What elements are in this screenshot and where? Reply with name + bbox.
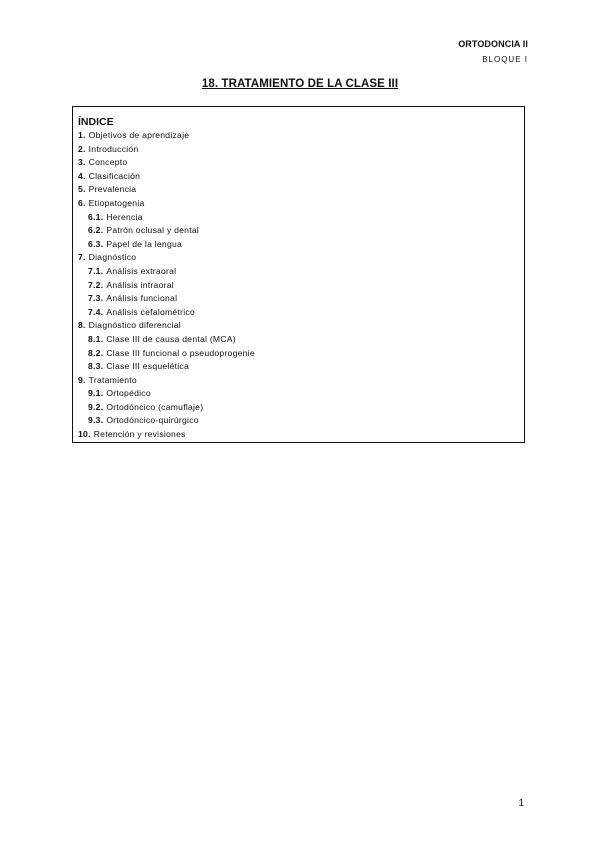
index-item-text: Prevalencia — [88, 184, 137, 195]
index-item-number: 9. — [78, 374, 86, 385]
index-item-number: 3. — [78, 157, 86, 168]
index-item — [78, 387, 524, 401]
index-item-text: Objetivos de aprendizaje — [88, 130, 190, 140]
index-item-number: 6.2. — [88, 225, 104, 236]
index-item — [78, 156, 524, 170]
index-item-number: 8. — [78, 320, 86, 331]
page-title: 18. TRATAMIENTO DE LA CLASE III — [201, 78, 399, 90]
index-item-text: Introducción — [88, 143, 139, 154]
index-item-text: Clase III funcional o pseudoprogenie — [106, 347, 255, 358]
index-item-text: Análisis cefalométrico — [106, 306, 195, 317]
index-item-number: 8.1. — [88, 333, 104, 344]
header-block: BLOQUE I — [482, 55, 528, 64]
index-item — [78, 211, 524, 225]
index-item-text: Clase III de causa dental (MCA) — [106, 333, 236, 344]
index-item-number: 10. — [78, 429, 91, 440]
index-item-number: 7.1. — [88, 265, 104, 276]
index-list — [78, 129, 524, 442]
index-item-text: Clasificación — [88, 170, 141, 181]
index-item — [78, 333, 524, 347]
index-item-text: Ortopédico — [106, 388, 151, 399]
index-item-text: Herencia — [106, 211, 143, 222]
index-item-number: 8.2. — [88, 347, 104, 358]
index-item-text: Diagnóstico diferencial — [88, 320, 181, 331]
index-item — [78, 251, 524, 265]
index-item — [78, 428, 524, 442]
index-item — [78, 265, 524, 279]
index-heading: ÍNDICE — [78, 116, 114, 128]
index-item-text: Concepto — [88, 157, 128, 168]
index-item — [78, 170, 524, 184]
index-item — [78, 183, 524, 197]
index-item-text: Clase III esquelética — [106, 361, 189, 372]
index-item — [78, 319, 524, 333]
index-item-number: 6. — [78, 197, 86, 208]
index-item-number: 1. — [78, 130, 86, 140]
index-item — [78, 374, 524, 388]
index-item — [78, 306, 524, 320]
index-item-number: 2. — [78, 143, 86, 154]
index-item-text: Papel de la lengua — [106, 238, 183, 249]
page-number: 1 — [518, 798, 524, 809]
index-item-text: Patrón oclusal y dental — [106, 225, 200, 236]
index-item-number: 4. — [78, 170, 86, 181]
index-item-number: 7.3. — [88, 293, 104, 304]
index-item — [78, 129, 524, 143]
index-item-number: 5. — [78, 184, 86, 195]
index-item-number: 7.4. — [88, 306, 104, 317]
index-item-number: 7. — [78, 252, 86, 263]
index-item-number: 9.3. — [88, 415, 104, 426]
index-item-number: 6.3. — [88, 238, 104, 249]
header-subject: ORTODONCIA II — [458, 39, 528, 49]
index-item — [78, 238, 524, 252]
index-item — [78, 279, 524, 293]
index-item-number: 7.2. — [88, 279, 104, 290]
index-item-text: Análisis intraoral — [106, 279, 174, 290]
index-item — [78, 347, 524, 361]
index-item — [78, 414, 524, 428]
index-item — [78, 360, 524, 374]
index-item — [78, 197, 524, 211]
index-item-text: Análisis funcional — [106, 293, 178, 304]
index-item-number: 9.2. — [88, 401, 104, 412]
index-item-number: 8.3. — [88, 361, 104, 372]
index-item — [78, 401, 524, 415]
index-item-text: Ortodóncico (camuflaje) — [106, 401, 204, 412]
index-item-text: Diagnóstico — [88, 252, 137, 263]
index-item-text: Etiopatogenia — [88, 197, 145, 208]
index-item-text: Retención y revisiones — [93, 429, 186, 440]
index-box — [72, 106, 525, 443]
index-item-text: Análisis extraoral — [106, 265, 177, 276]
index-item-text: Tratamiento — [88, 374, 137, 385]
index-item — [78, 143, 524, 157]
index-item — [78, 224, 524, 238]
index-item-number: 9.1. — [88, 388, 104, 399]
index-item-number: 6.1. — [88, 211, 104, 222]
index-item — [78, 292, 524, 306]
index-item-text: Ortodóncico-quirúrgico — [106, 415, 199, 426]
